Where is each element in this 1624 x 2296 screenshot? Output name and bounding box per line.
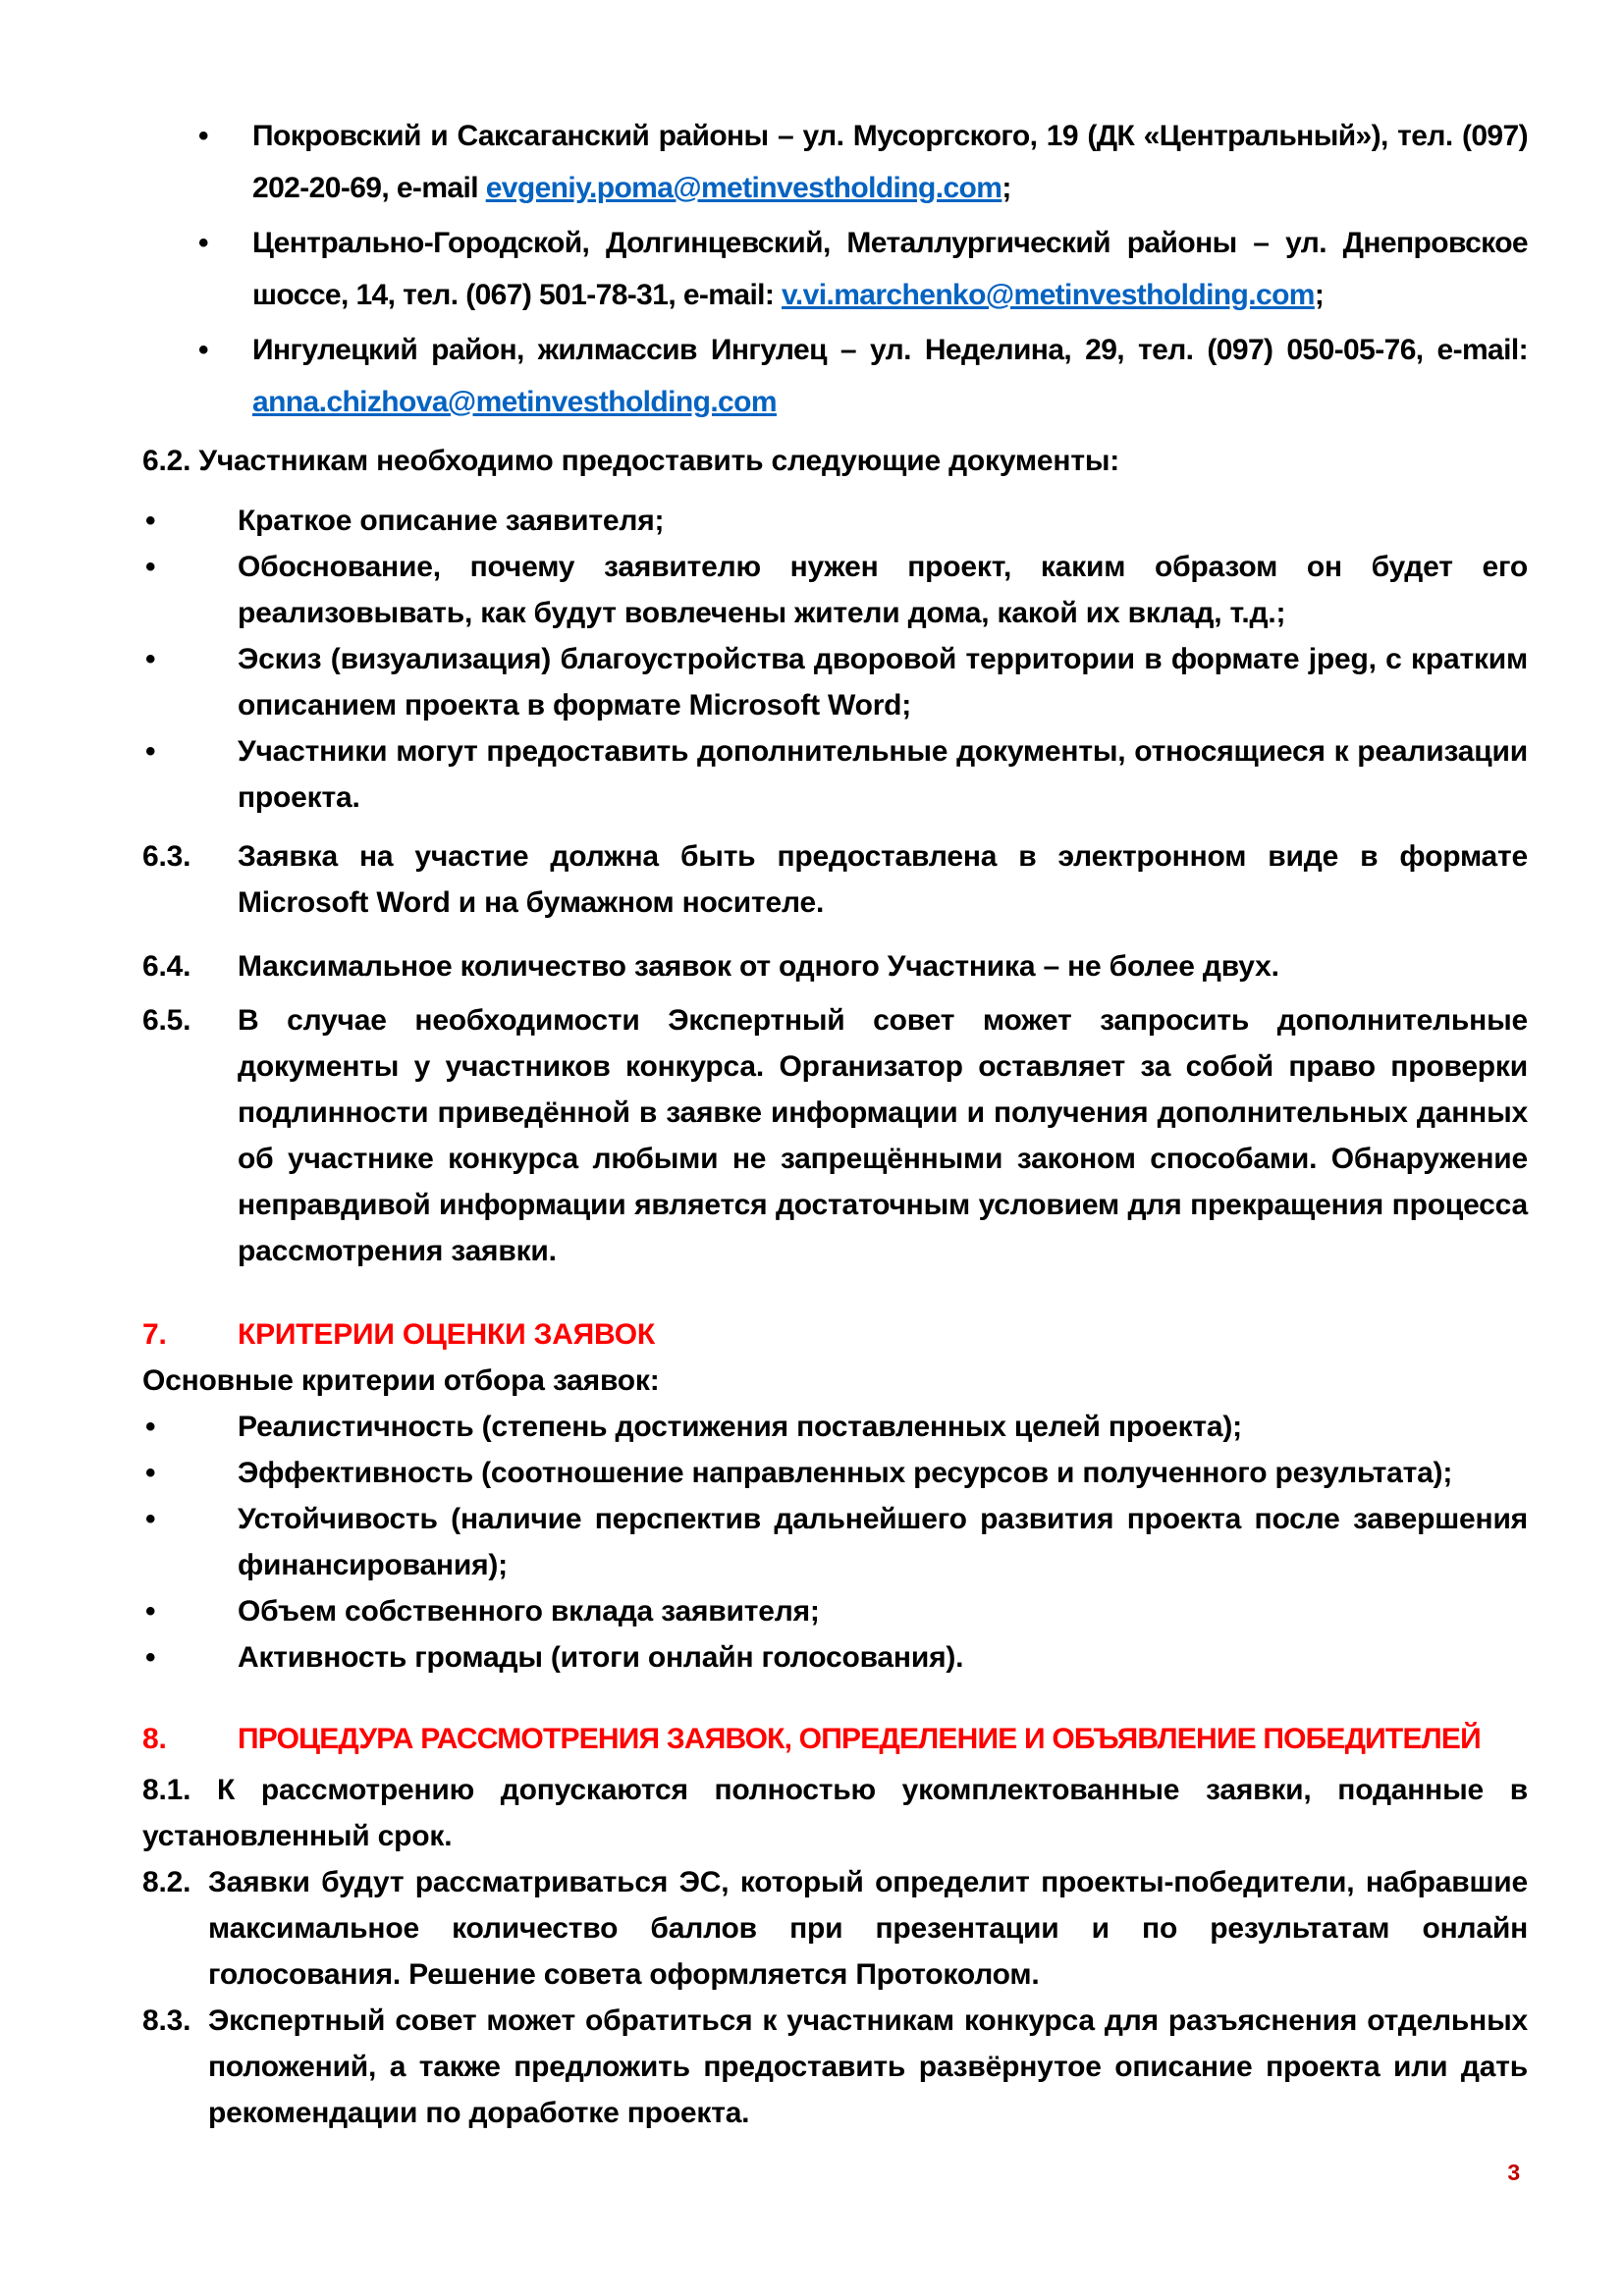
list-item: • Устойчивость (наличие перспектив дальнейшего развития проекта после завершения финансирования); (142, 1496, 1528, 1588)
clause-text: Максимальное количество заявок от одного Участника – не более двух. (238, 950, 1279, 983)
clause-6-5 (142, 997, 1528, 1274)
section-title: КРИТЕРИИ ОЦЕНКИ ЗАЯВОК (238, 1318, 656, 1351)
clause-6-4 (142, 943, 1528, 989)
contact-item-inguletsky (142, 324, 1528, 428)
list-item: • Эскиз (визуализация) благоустройства дворовой территории в формате jpeg, с кратким описанием проекта в формате Microsoft Word; (142, 636, 1528, 728)
section-7-heading (142, 1311, 1528, 1358)
section-number: 8. (142, 1723, 167, 1755)
contact-item-pokrovsky (142, 110, 1528, 214)
list-item: • Обоснование, почему заявителю нужен проект, каким образом он будет его реализовывать, как будут вовлечены жители дома, какой их вклад, т.д.; (142, 544, 1528, 636)
list-item: • Участники могут предоставить дополнительные документы, относящиеся к реализации проекта. (142, 728, 1528, 821)
section-8-heading (142, 1716, 1528, 1762)
clause-text: В случае необходимости Экспертный совет может запросить дополнительные документы у участников конкурса. Организатор оставляет за собой право проверки подлинности приведённой в заявке информации и получения дополнительных данных об участнике конкурса любыми не запрещёнными законом способами. Обнаружение неправдивой информации является достаточным условием для прекращения процесса рассмотрения заявки. (238, 1004, 1528, 1267)
list-item: • Эффективность (соотношение направленных ресурсов и полученного результата); (142, 1450, 1528, 1496)
contact-item-central (142, 217, 1528, 321)
clause-text: К рассмотрению допускаются полностью укомплектованные заявки, поданные в установленный срок. (142, 1774, 1528, 1852)
contact-list (142, 110, 1528, 428)
contact-text: Центрально-Городской, Долгинцевский, Металлургический районы – ул. Днепровское шоссе, 14, тел. (067) 501-78-31, e-mail: (252, 227, 1528, 311)
clause-8-1 (142, 1767, 1528, 1859)
criteria-intro: Основные критерии отбора заявок: (142, 1364, 660, 1397)
clause-number: 6.4. (142, 950, 191, 983)
required-documents-list (142, 498, 1528, 821)
clause-number: 6.5. (142, 1004, 191, 1037)
email-link-chizhova[interactable]: anna.chizhova@metinvestholding.com (252, 386, 777, 418)
contact-suffix: ; (1314, 279, 1325, 311)
clause-number: 6.3. (142, 840, 191, 873)
clause-number: 8.1. (142, 1774, 191, 1806)
document-content (142, 110, 1528, 2136)
section-number: 7. (142, 1318, 167, 1351)
contact-suffix: ; (1001, 172, 1011, 204)
clause-text: Заявка на участие должна быть предоставлена в электронном виде в формате Microsoft Word и на бумажном носителе. (238, 840, 1528, 919)
page-number: 3 (1507, 2160, 1520, 2185)
section-title: ПРОЦЕДУРА РАССМОТРЕНИЯ ЗАЯВОК, ОПРЕДЕЛЕНИЕ И ОБЪЯВЛЕНИЕ ПОБЕДИТЕЛЕЙ (238, 1723, 1481, 1755)
email-link-marchenko[interactable]: v.vi.marchenko@metinvestholding.com (782, 279, 1315, 311)
criteria-list (142, 1404, 1528, 1681)
clause-8-3 (142, 1998, 1528, 2136)
contact-text: Ингулецкий район, жилмассив Ингулец – ул. Неделина, 29, тел. (097) 050-05-76, e-mail: (252, 334, 1528, 366)
clause-6-2: 6.2. Участникам необходимо предоставить следующие документы: (142, 445, 1120, 477)
clause-6-3 (142, 833, 1528, 926)
list-item: • Реалистичность (степень достижения поставленных целей проекта); (142, 1404, 1528, 1450)
list-item: • Объем собственного вклада заявителя; (142, 1588, 1528, 1634)
clause-number: 8.2. (142, 1866, 191, 1898)
contact-text: Покровский и Саксаганский районы – ул. Мусоргского, 19 (ДК «Центральный»), тел. (097) 202-20-69, e-mail (252, 120, 1528, 204)
list-item: • Краткое описание заявителя; (142, 498, 1528, 544)
clause-text: Экспертный совет может обратиться к участникам конкурса для разъяснения отдельных положений, а также предложить предоставить развёрнутое описание проекта или дать рекомендации по доработке проекта. (208, 2004, 1528, 2129)
clause-number: 8.3. (142, 2004, 191, 2037)
list-item: • Активность громады (итоги онлайн голосования). (142, 1634, 1528, 1681)
email-link-evgeniy[interactable]: evgeniy.poma@metinvestholding.com (485, 172, 1002, 204)
clause-text: Заявки будут рассматриваться ЭС, который определит проекты-победители, набравшие максимальное количество баллов при презентации и по результатам онлайн голосования. Решение совета оформляется Протоколом. (208, 1866, 1528, 1991)
clause-8-2 (142, 1859, 1528, 1998)
